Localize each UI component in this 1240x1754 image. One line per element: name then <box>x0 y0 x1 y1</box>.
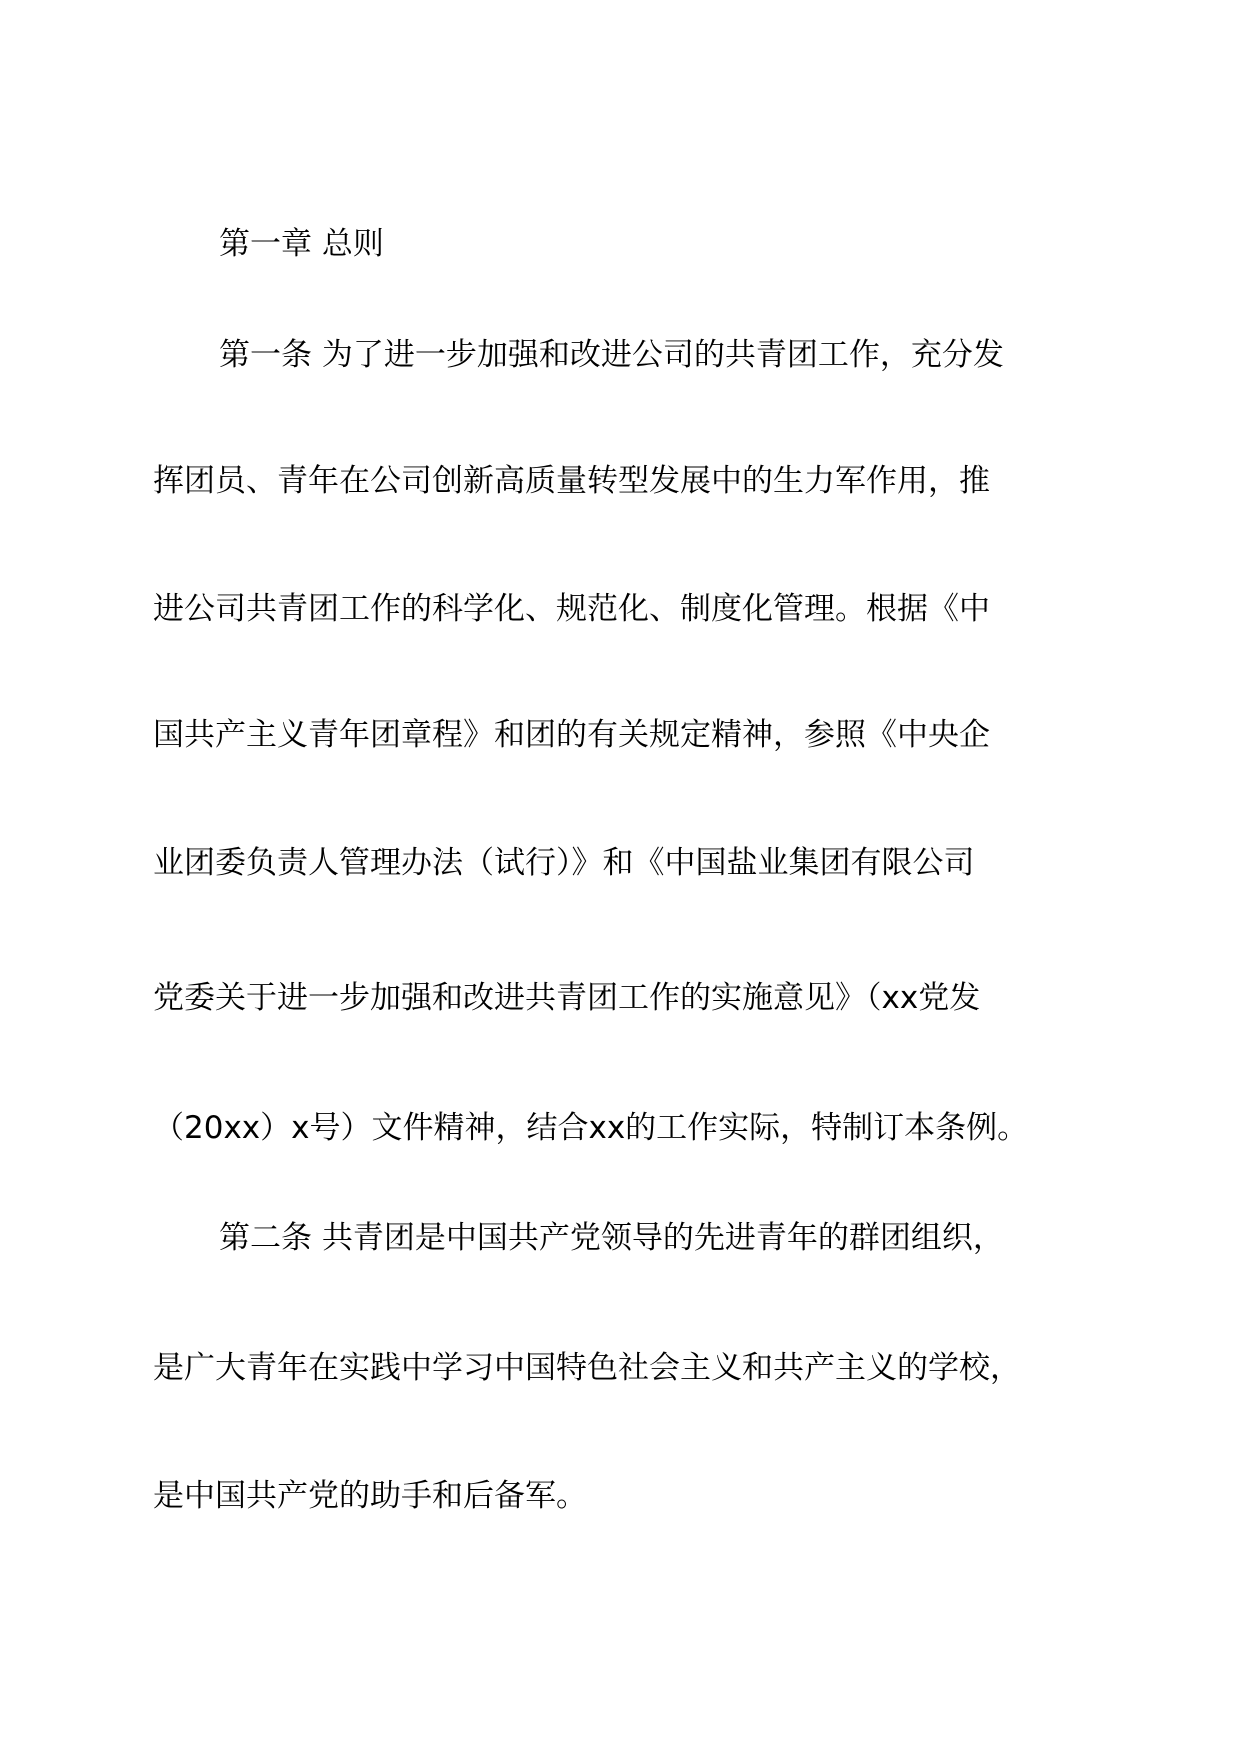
paragraph-line: 是中国共产党的助手和后备军。 <box>153 1478 587 1514</box>
paragraph-line: 国共产主义青年团章程》和团的有关规定精神，参照《中央企 <box>153 717 990 753</box>
paragraph-line: 进公司共青团工作的科学化、规范化、制度化管理。根据《中 <box>153 591 990 627</box>
chapter-heading: 第一章 总则 <box>219 226 384 262</box>
paragraph-line: 业团委负责人管理办法（试行）》和《中国盐业集团有限公司 <box>153 845 975 881</box>
paragraph-line: 第一条 为了进一步加强和改进公司的共青团工作，充分发 <box>219 337 1004 373</box>
paragraph-line: 第二条 共青团是中国共产党领导的先进青年的群团组织， <box>219 1220 1004 1256</box>
paragraph-line: （20xx）x号）文件精神，结合xx的工作实际，特制订本条例。 <box>153 1110 1029 1146</box>
paragraph-line: 党委关于进一步加强和改进共青团工作的实施意见》（xx党发 <box>153 980 981 1016</box>
paragraph-line: 是广大青年在实践中学习中国特色社会主义和共产主义的学校， <box>153 1350 1021 1386</box>
paragraph-line: 挥团员、青年在公司创新高质量转型发展中的生力军作用，推 <box>153 463 990 499</box>
